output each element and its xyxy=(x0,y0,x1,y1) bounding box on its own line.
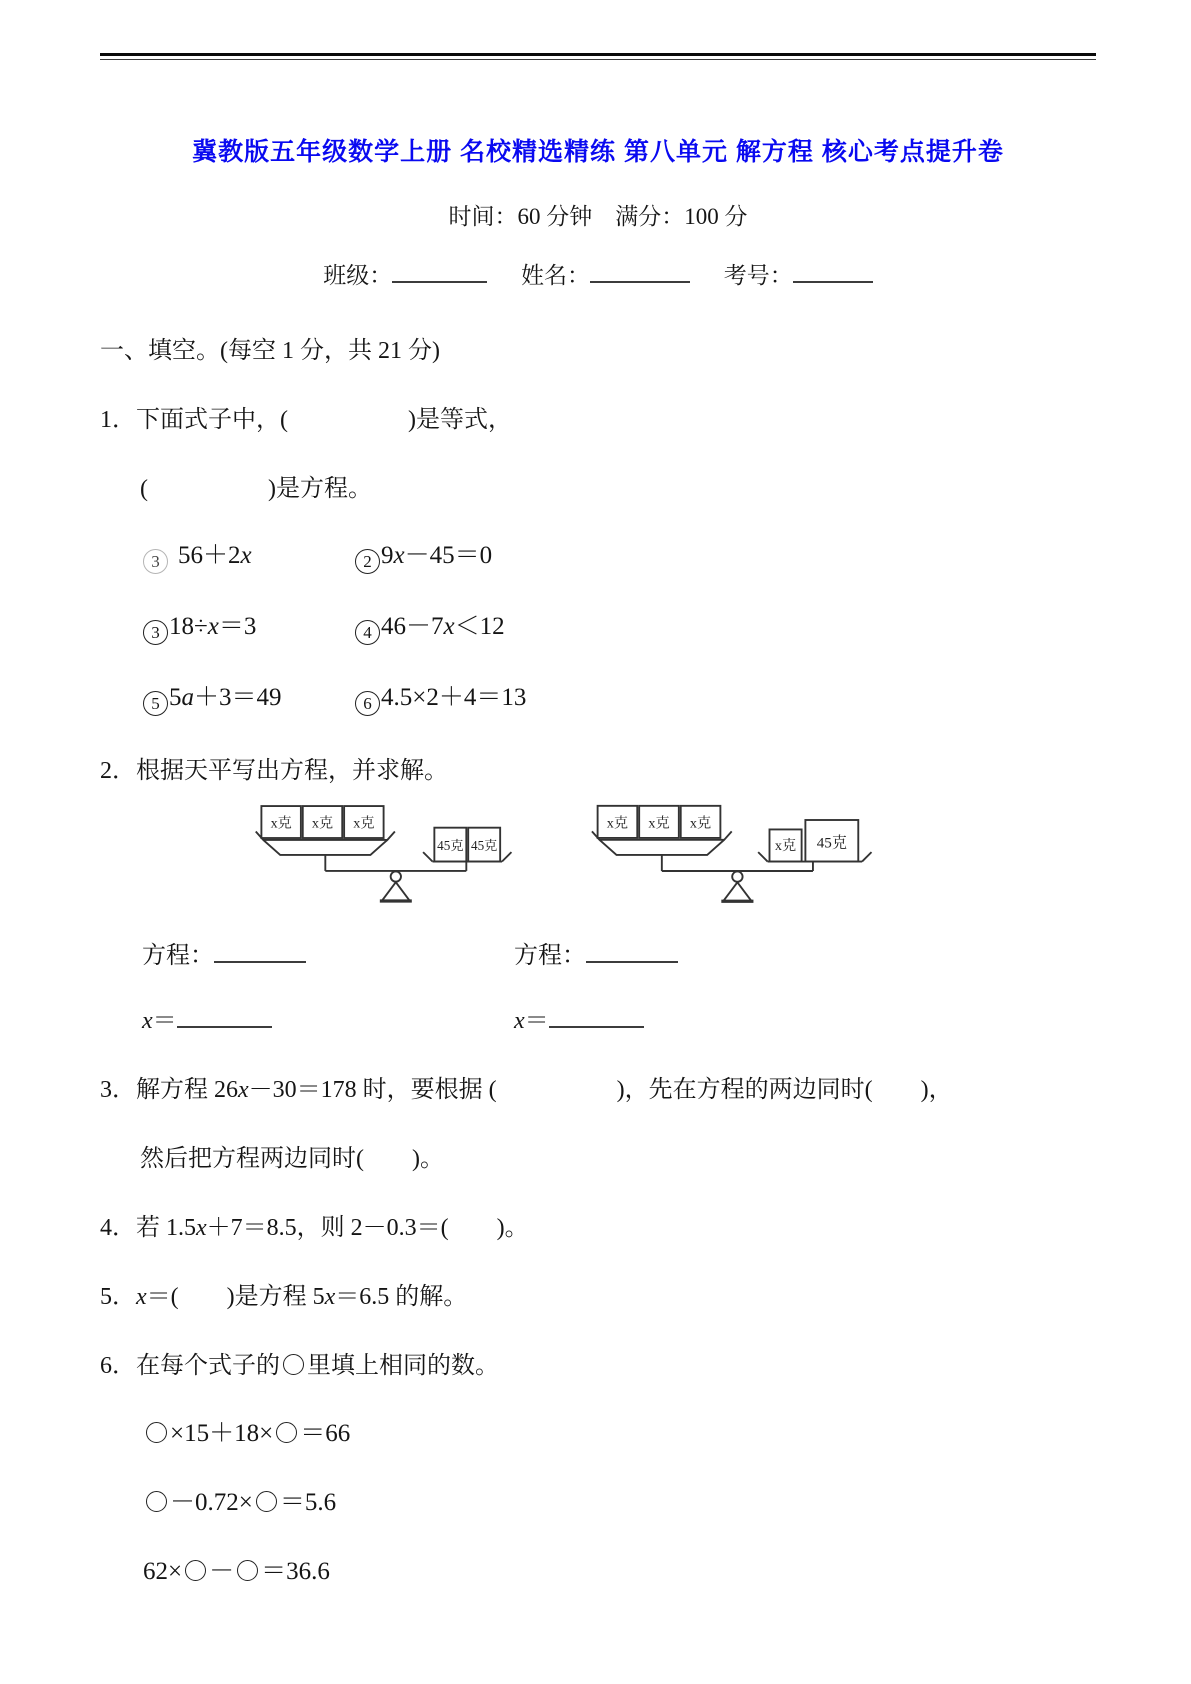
circle-placeholder xyxy=(256,1491,277,1512)
weight-label: x克 xyxy=(606,815,629,832)
weight-label: x克 xyxy=(353,815,375,832)
expression: 9x－45＝0 xyxy=(381,542,493,570)
balance-scale-1 xyxy=(252,803,534,905)
class-label: 班级： xyxy=(323,263,393,289)
q1-expr-row-2 xyxy=(143,606,1096,645)
x-blank xyxy=(177,1001,272,1028)
circle-placeholder xyxy=(185,1560,206,1581)
q2-x-left xyxy=(142,1000,514,1035)
q1-item-4 xyxy=(355,606,505,645)
q6-stem: 6．在每个式子的 里填上相同的数。 xyxy=(100,1353,499,1380)
class-blank xyxy=(392,257,487,283)
q1-item-2 xyxy=(355,535,492,574)
class-field xyxy=(323,263,487,288)
top-divider-rule xyxy=(100,53,1096,60)
q2-equation-left xyxy=(142,935,514,970)
student-info-row xyxy=(100,257,1096,290)
q2-equation-right xyxy=(514,935,886,970)
time-score-line: 时间：60 分钟 满分：100 分 xyxy=(448,204,748,229)
q1-expr-row-3 xyxy=(143,677,1096,716)
balance-scale-1-drawing xyxy=(252,803,534,905)
circled-number: 5 xyxy=(143,691,168,716)
q1-line1: 1．下面式子中，( )是等式， xyxy=(100,407,512,434)
q6-equation-1: ×15＋18× ＝66 xyxy=(143,1413,1096,1449)
q6-equation-3: 62× － ＝36.6 xyxy=(143,1558,330,1586)
circle-placeholder xyxy=(276,1422,297,1443)
circle-placeholder xyxy=(283,1354,304,1375)
circled-number: 2 xyxy=(355,549,380,574)
circle-placeholder xyxy=(146,1491,167,1512)
circled-number: 4 xyxy=(355,620,380,645)
q1-item-6 xyxy=(355,677,526,716)
name-label: 姓名： xyxy=(521,263,590,289)
weight-label: x克 xyxy=(311,815,334,832)
name-field xyxy=(521,263,690,288)
q2-x-row xyxy=(142,1000,1096,1035)
equation-label: 方程： xyxy=(514,943,586,970)
q4-text: 4．若 1.5x＋7＝8.5，则 2－0.3＝( )。 xyxy=(100,1215,529,1242)
weight-label: 45克 xyxy=(816,835,847,852)
circled-number: 3 xyxy=(143,549,168,574)
expression: 56＋2x xyxy=(178,542,252,570)
examno-blank xyxy=(793,257,873,283)
circled-number: 3 xyxy=(143,620,168,645)
examno-field xyxy=(724,263,873,288)
circle-placeholder xyxy=(237,1560,258,1581)
q1-line2: ( )是方程。 xyxy=(140,476,372,503)
expression: 5a＋3＝49 xyxy=(169,684,282,712)
weight-label: x克 xyxy=(774,838,797,855)
q6-equation-2: －0.72× ＝5.6 xyxy=(143,1482,1096,1518)
weight-label: x克 xyxy=(648,815,670,832)
expression: 18÷x＝3 xyxy=(169,613,257,641)
weight-label: x克 xyxy=(689,815,712,832)
equation-blank xyxy=(214,936,306,963)
weight-label: x克 xyxy=(270,815,292,832)
x-equals-label: x＝ xyxy=(514,1008,549,1035)
q5-text: 5．x＝( )是方程 5x＝6.5 的解。 xyxy=(100,1284,468,1311)
q2-x-right xyxy=(514,1000,886,1035)
paper-title: 冀教版五年级数学上册 名校精选精练 第八单元 解方程 核心考点提升卷 xyxy=(192,138,1004,166)
x-equals-label: x＝ xyxy=(142,1008,177,1035)
balance-scale-2 xyxy=(588,803,883,905)
q2-equation-row xyxy=(142,935,1096,970)
section-1-heading: 一、填空。(每空 1 分，共 21 分) xyxy=(100,338,440,365)
q1-expr-row-1 xyxy=(143,535,1096,574)
circled-number: 6 xyxy=(355,691,380,716)
circle-placeholder xyxy=(146,1422,167,1443)
x-blank xyxy=(549,1001,644,1028)
q1-item-1 xyxy=(143,535,355,574)
equation-label: 方程： xyxy=(142,943,214,970)
expression: 4.5×2＋4＝13 xyxy=(381,684,527,712)
equation-blank xyxy=(586,936,678,963)
q3-line1: 3．解方程 26x－30＝178 时，要根据 ( )，先在方程的两边同时( )， xyxy=(100,1077,953,1104)
weight-label: 45克 xyxy=(437,838,464,854)
q2-stem: 2．根据天平写出方程，并求解。 xyxy=(100,758,448,785)
q1-item-5 xyxy=(143,677,355,716)
name-blank xyxy=(590,257,690,283)
q3-line2: 然后把方程两边同时( )。 xyxy=(140,1146,444,1173)
expression: 46－7x＜12 xyxy=(381,613,505,641)
balance-scale-2-drawing xyxy=(588,803,883,905)
balance-scales-figure xyxy=(252,803,1096,905)
q1-item-3 xyxy=(143,606,355,645)
examno-label: 考号： xyxy=(723,263,793,289)
weight-label: 45克 xyxy=(471,838,498,854)
